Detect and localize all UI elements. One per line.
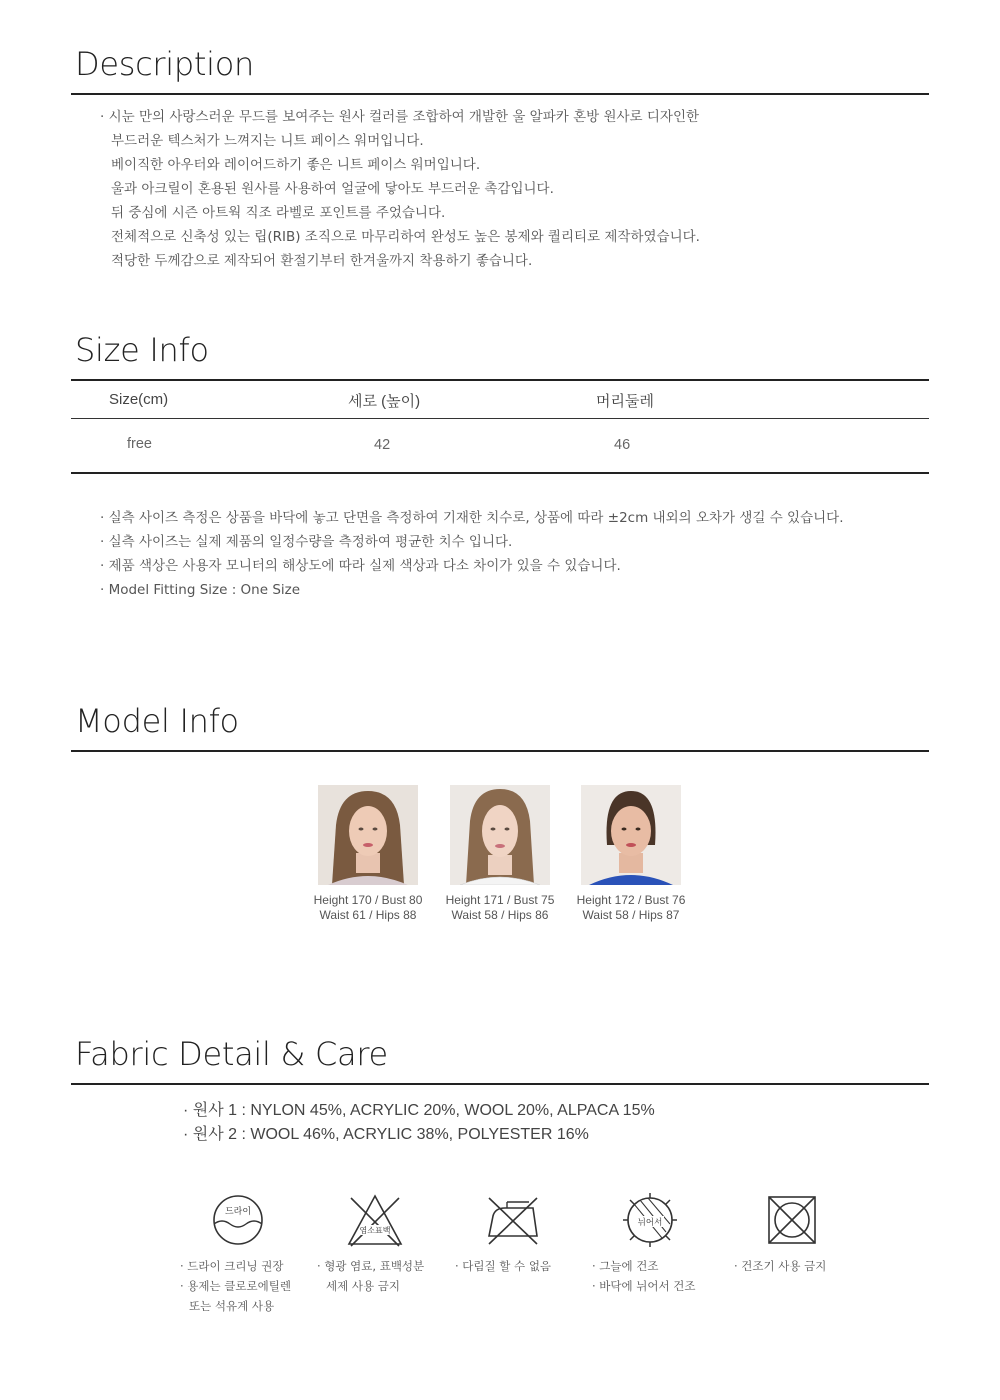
size-table-bottom-rule bbox=[71, 472, 929, 474]
fabric-composition bbox=[183, 1099, 655, 1147]
model-measure-line1: Height 171 / Bust 75 bbox=[445, 893, 555, 907]
size-table-header-rule bbox=[71, 418, 929, 419]
size-header-circumference: 머리둘레 bbox=[596, 393, 654, 410]
care-item bbox=[455, 1192, 585, 1276]
no-bleach-icon-label: 염소표백 bbox=[359, 1226, 391, 1235]
description-line: 뒤 중심에 시즌 아트웍 직조 라벨로 포인트를 주었습니다. bbox=[111, 205, 446, 221]
model-photo bbox=[450, 785, 550, 885]
care-text bbox=[455, 1256, 585, 1276]
fabric-title: Fabric Detail & Care bbox=[75, 1035, 388, 1073]
description-line: 부드러운 텍스처가 느껴지는 니트 페이스 워머입니다. bbox=[111, 133, 424, 149]
model-measure-line1: Height 170 / Bust 80 bbox=[313, 893, 423, 907]
size-note: · 실측 사이즈는 실제 제품의 일정수량을 측정하여 평균한 치수 입니다. bbox=[100, 534, 513, 550]
model-info-divider bbox=[71, 750, 929, 752]
model-info-title: Model Info bbox=[75, 702, 239, 740]
description-line: 전체적으로 신축성 있는 립(RIB) 조직으로 마무리하여 완성도 높은 봉제와 퀄리티로 제작하였습니다. bbox=[111, 229, 700, 245]
care-text-line: · 그늘에 건조 bbox=[592, 1259, 659, 1273]
fabric-line: · 원사 2 : WOOL 46%, ACRYLIC 38%, POLYESTER 16% bbox=[183, 1126, 589, 1143]
care-text bbox=[734, 1256, 864, 1276]
no-bleach-icon bbox=[345, 1192, 405, 1248]
fabric-line: · 원사 1 : NYLON 45%, ACRYLIC 20%, WOOL 20%, ALPACA 15% bbox=[183, 1102, 655, 1119]
care-text-line: · 용제는 클로로에틸렌 bbox=[180, 1279, 291, 1293]
description-list bbox=[100, 105, 700, 273]
description-line: 베이직한 아우터와 레이어드하기 좋은 니트 페이스 워머입니다. bbox=[111, 157, 481, 173]
dry-flat-shade-icon bbox=[620, 1192, 680, 1248]
description-divider bbox=[71, 93, 929, 95]
model-portrait-icon bbox=[581, 785, 681, 885]
model-photo bbox=[581, 785, 681, 885]
care-text-line: 세제 사용 금지 bbox=[326, 1279, 400, 1293]
care-item bbox=[180, 1192, 310, 1316]
care-text bbox=[592, 1256, 722, 1296]
model-measure-line2: Waist 61 / Hips 88 bbox=[319, 908, 417, 922]
description-line: · 시눈 만의 사랑스러운 무드를 보여주는 원사 컬러를 조합하여 개발한 울 알파카 혼방 원사로 디자인한 bbox=[100, 109, 700, 125]
dry-clean-icon bbox=[208, 1192, 268, 1248]
model-measure-line2: Waist 58 / Hips 87 bbox=[582, 908, 680, 922]
model-card bbox=[445, 785, 555, 923]
size-note: · 실측 사이즈 측정은 상품을 바닥에 놓고 단면을 측정하여 기재한 치수로, 상품에 따라 ±2cm 내외의 오차가 생길 수 있습니다. bbox=[100, 510, 844, 526]
care-text-line: · 바닥에 뉘어서 건조 bbox=[592, 1279, 696, 1293]
size-note: · Model Fitting Size : One Size bbox=[100, 582, 301, 598]
care-item bbox=[734, 1192, 864, 1276]
size-table-top-rule bbox=[71, 379, 929, 381]
model-portrait-icon bbox=[450, 785, 550, 885]
fabric-divider bbox=[71, 1083, 929, 1085]
dry-flat-shade-icon-label: 뉘어서 bbox=[637, 1218, 663, 1228]
size-value-size: free bbox=[127, 436, 152, 452]
no-tumble-dry-icon bbox=[762, 1192, 822, 1248]
model-card bbox=[313, 785, 423, 923]
care-text bbox=[180, 1256, 310, 1316]
model-photo bbox=[318, 785, 418, 885]
size-header-height: 세로 (높이) bbox=[348, 393, 421, 410]
description-line: 울과 아크릴이 혼용된 원사를 사용하여 얼굴에 닿아도 부드러운 촉감입니다. bbox=[111, 181, 554, 197]
description-line: 적당한 두께감으로 제작되어 환절기부터 한겨울까지 착용하기 좋습니다. bbox=[111, 253, 533, 269]
care-item bbox=[592, 1192, 722, 1296]
description-title: Description bbox=[75, 45, 254, 83]
model-measure-line1: Height 172 / Bust 76 bbox=[576, 893, 686, 907]
care-item bbox=[317, 1192, 447, 1296]
care-text-line: 또는 석유계 사용 bbox=[189, 1299, 275, 1313]
no-iron-icon bbox=[483, 1192, 543, 1248]
size-info-title: Size Info bbox=[75, 331, 209, 369]
care-text-line: · 건조기 사용 금지 bbox=[734, 1259, 827, 1273]
size-notes bbox=[100, 506, 844, 602]
care-text bbox=[317, 1256, 447, 1296]
size-note: · 제품 색상은 사용자 모니터의 해상도에 따라 실제 색상과 다소 차이가 있을 수 있습니다. bbox=[100, 558, 621, 574]
care-text-line: · 형광 염료, 표백성분 bbox=[317, 1259, 425, 1273]
care-text-line: · 드라이 크리닝 권장 bbox=[180, 1259, 284, 1273]
model-portrait-icon bbox=[318, 785, 418, 885]
size-header-size: Size(cm) bbox=[109, 391, 169, 408]
dry-clean-icon-label: 드라이 bbox=[224, 1207, 252, 1217]
model-measure-line2: Waist 58 / Hips 86 bbox=[451, 908, 549, 922]
size-value-height: 42 bbox=[374, 437, 391, 453]
model-card bbox=[576, 785, 686, 923]
care-text-line: · 다림질 할 수 없음 bbox=[455, 1259, 552, 1273]
size-value-circumference: 46 bbox=[614, 437, 631, 453]
